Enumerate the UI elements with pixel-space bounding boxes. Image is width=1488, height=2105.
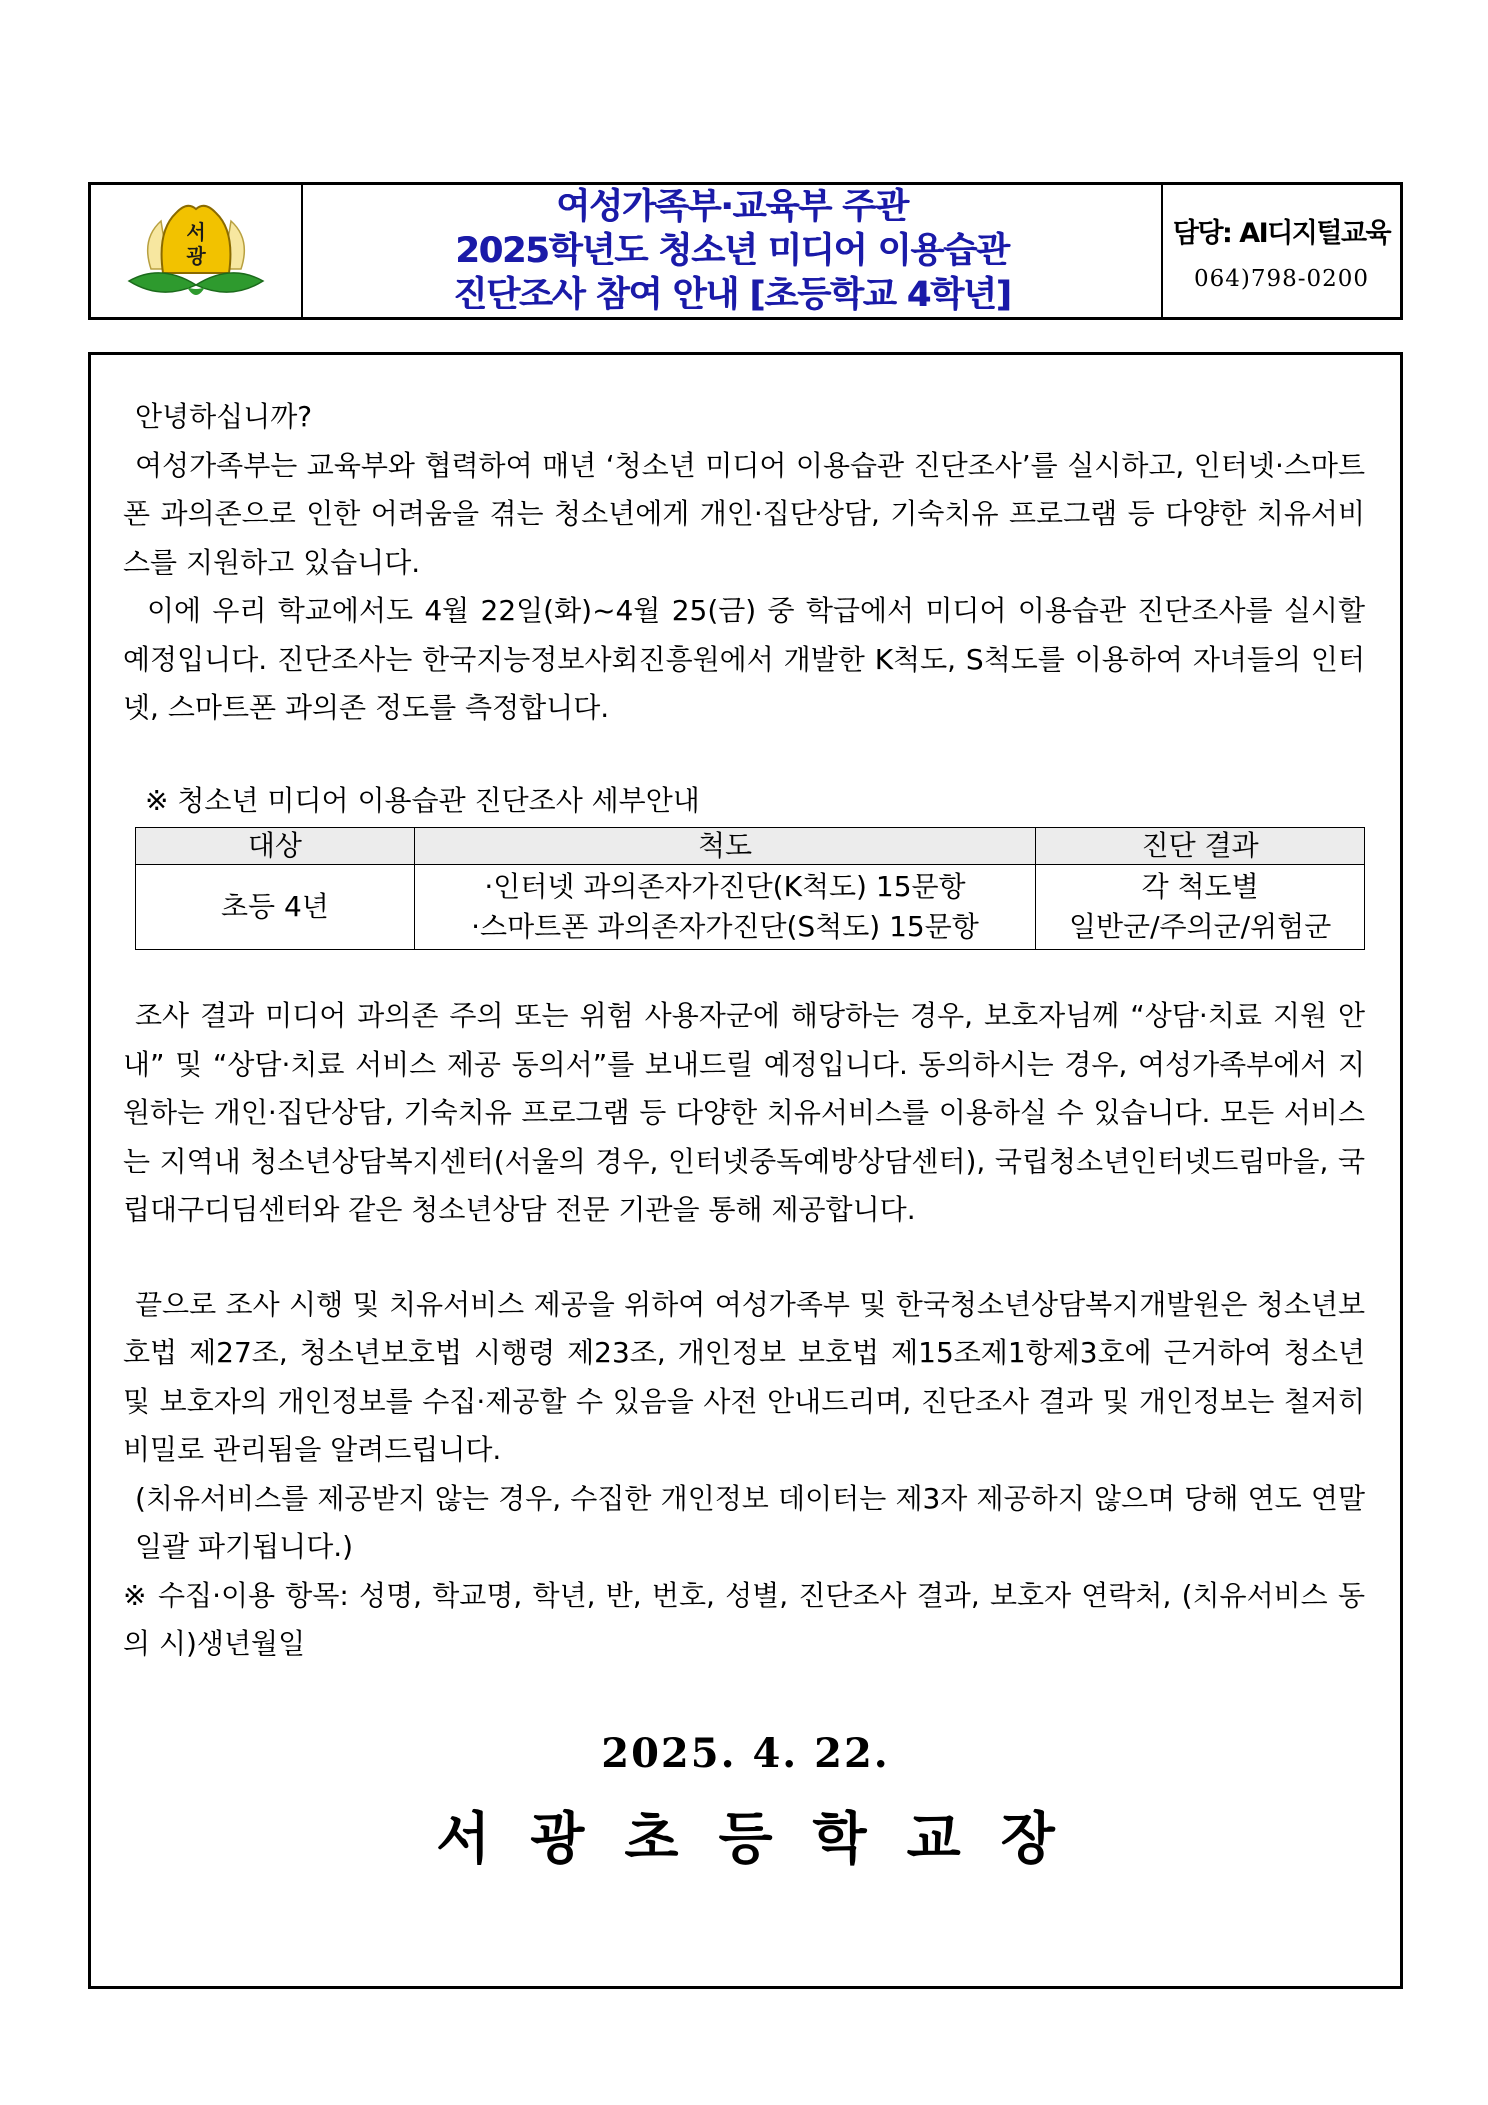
- scale-k: ·인터넷 과의존자가진단(K척도) 15문항: [484, 870, 966, 903]
- paragraph-schedule: 이에 우리 학교에서도 4월 22일(화)~4월 25(금) 중 학급에서 미디어 이용습관 진단조사를 실시할 예정입니다. 진단조사는 한국지능정보사회진흥원에서 개발한 K척도, S척도를 이용하여 자녀들의 인터넷, 스마트폰 과의존 정도를 측정합니다.: [123, 594, 1365, 724]
- title-line-2: 2025학년도 청소년 미디어 이용습관: [455, 231, 1009, 271]
- paragraph-intro: 여성가족부는 교육부와 협력하여 매년 ‘청소년 미디어 이용습관 진단조사’를 실시하고, 인터넷·스마트폰 과의존으로 인한 어려움을 겪는 청소년에게 개인·집단상담, 기숙치유 프로그램 등 다양한 치유서비스를 지원하고 있습니다.: [123, 448, 1365, 579]
- target-cell: 초등 4년: [136, 865, 415, 950]
- survey-detail-table: [135, 827, 1365, 950]
- notice-content: [123, 393, 1365, 1669]
- table-header: 척도: [414, 828, 1035, 865]
- spacer: [123, 950, 1365, 992]
- paragraph-disposal: (치유서비스를 제공받지 않는 경우, 수집한 개인정보 데이터는 제3자 제공하지 않으며 당해 연도 연말 일괄 파기됩니다.): [135, 1481, 1365, 1563]
- contact-info: [1163, 185, 1400, 317]
- school-logo: [91, 185, 303, 317]
- notice-title: [303, 185, 1163, 317]
- scale-s: ·스마트폰 과의존자가진단(S척도) 15문항: [471, 910, 979, 943]
- greeting: 안녕하십니까?: [135, 400, 313, 433]
- scale-cell: [414, 865, 1035, 950]
- table-header: 진단 결과: [1036, 828, 1365, 865]
- spacer: [123, 1235, 1365, 1281]
- table-header: 대상: [136, 828, 415, 865]
- contact-phone: 064)798-0200: [1193, 265, 1370, 292]
- result-line-1: 각 척도별: [1141, 870, 1259, 903]
- notice-date: 2025. 4. 22.: [601, 1730, 890, 1777]
- principal-signature: 서광초등학교장: [436, 1806, 1095, 1872]
- contact-label: 담당: AI디지털교육: [1172, 217, 1391, 249]
- title-line-3: 진단조사 참여 안내 [초등학교 4학년]: [453, 275, 1011, 315]
- notice-header: [88, 182, 1403, 320]
- survey-detail-title: ※ 청소년 미디어 이용습관 진단조사 세부안내: [145, 783, 700, 817]
- table-header-row: [136, 828, 1365, 865]
- paragraph-counseling: 조사 결과 미디어 과의존 주의 또는 위험 사용자군에 해당하는 경우, 보호자님께 “상담·치료 지원 안내” 및 “상담·치료 서비스 제공 동의서”를 보내드릴 예정입니다. 동의하시는 경우, 여성가족부에서 지원하는 개인·집단상담, 기숙치유 프로그램 등 다양한 치유서비스를 이용하실 수 있습니다. 모든 서비스는 지역내 청소년상담복지센터(서울의 경우, 인터넷중독예방상담센터), 국립청소년인터넷드림마을, 국립대구디딤센터와 같은 청소년상담 전문 기관을 통해 제공합니다.: [123, 999, 1365, 1226]
- title-line-1: 여성가족부·교육부 주관: [556, 187, 908, 227]
- paragraph-privacy: 끝으로 조사 시행 및 치유서비스 제공을 위하여 여성가족부 및 한국청소년상담복지개발원은 청소년보호법 제27조, 청소년보호법 시행령 제23조, 개인정보 보호법 제15조제1항제3호에 근거하여 청소년 및 보호자의 개인정보를 수집·제공할 수 있음을 사전 안내드리며, 진단조사 결과 및 개인정보는 철저히 비밀로 관리됨을 알려드립니다.: [123, 1287, 1365, 1466]
- paragraph-collected-items: ※ 수집·이용 항목: 성명, 학교명, 학년, 반, 번호, 성별, 진단조사 결과, 보호자 연락처, (치유서비스 동의 시)생년월일: [123, 1578, 1365, 1660]
- result-cell: [1036, 865, 1365, 950]
- school-emblem-icon: [121, 191, 271, 311]
- svg-text:광: 광: [186, 244, 206, 268]
- svg-text:서: 서: [186, 220, 206, 244]
- notice-body: [88, 352, 1403, 1989]
- result-line-2: 일반군/주의군/위험군: [1068, 910, 1332, 943]
- table-row: [136, 865, 1365, 950]
